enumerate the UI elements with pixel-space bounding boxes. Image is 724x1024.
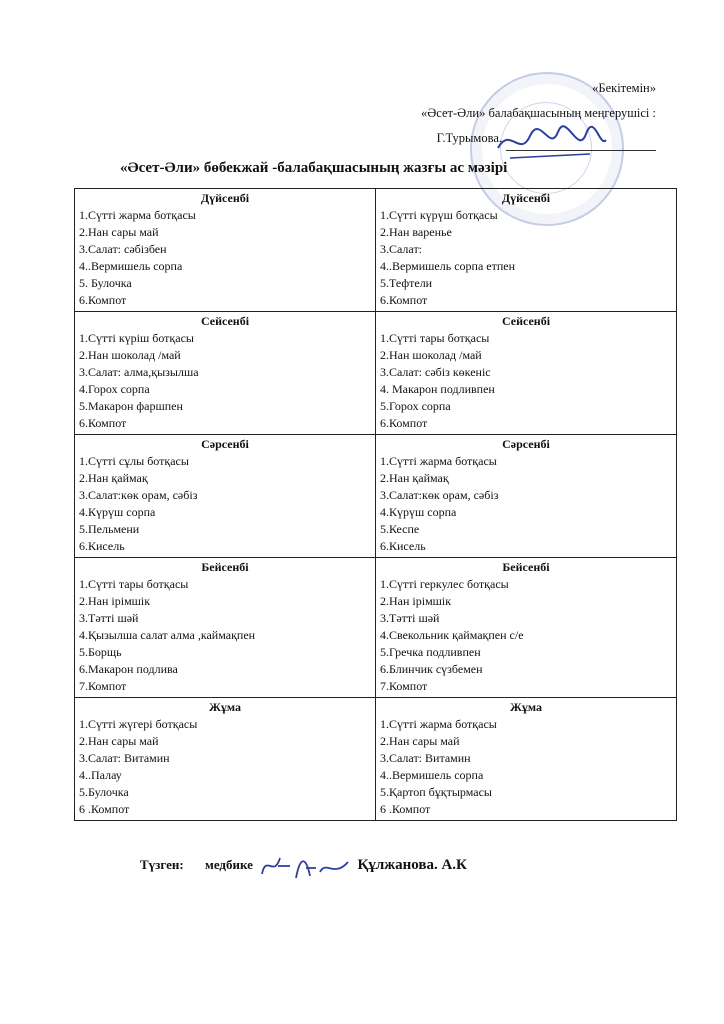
menu-item: 5.Булочка bbox=[79, 785, 129, 799]
compiled-label: Түзген: bbox=[140, 856, 184, 872]
day-name: Дүйсенбі bbox=[200, 191, 250, 205]
day-name: Дүйсенбі bbox=[501, 191, 551, 205]
menu-item: 5.Пельмени bbox=[79, 522, 140, 536]
menu-item: 1.Сүтті жарма ботқасы bbox=[79, 208, 196, 222]
menu-item: 3.Салат: сәбіз көкеніс bbox=[380, 365, 491, 379]
approval-signer bbox=[421, 126, 656, 151]
menu-item: 2.Нан вареньe bbox=[380, 225, 452, 239]
menu-item: 4..Вермишель сорпа bbox=[380, 768, 484, 782]
nurse-signature bbox=[256, 848, 354, 884]
approval-title: «Бекітемін» bbox=[592, 81, 656, 95]
menu-row bbox=[75, 189, 677, 312]
menu-item: 6.Кисель bbox=[380, 539, 426, 553]
menu-cell-left bbox=[75, 312, 376, 435]
menu-item: 3.Салат: Витамин bbox=[79, 751, 170, 765]
menu-item: 2.Нан сары май bbox=[79, 734, 159, 748]
menu-item: 1.Сүтті тары ботқасы bbox=[380, 331, 490, 345]
menu-row bbox=[75, 698, 677, 821]
menu-cell-left bbox=[75, 698, 376, 821]
menu-item: 7.Компот bbox=[79, 679, 127, 693]
menu-item: 5.Макарон фаршпен bbox=[79, 399, 183, 413]
menu-item: 2.Нан сары май bbox=[380, 734, 460, 748]
menu-row bbox=[75, 558, 677, 698]
day-name: Сәрсенбі bbox=[201, 437, 249, 451]
menu-item: 2.Нан сары май bbox=[79, 225, 159, 239]
menu-item: 3.Тәтті шәй bbox=[380, 611, 440, 625]
menu-row bbox=[75, 312, 677, 435]
day-name: Сейсенбі bbox=[200, 314, 250, 328]
menu-item: 6 .Компот bbox=[380, 802, 431, 816]
nurse-name: Құлжанова. А.К bbox=[357, 856, 467, 873]
menu-table bbox=[74, 188, 677, 821]
menu-item: 1.Сүтті жарма ботқасы bbox=[380, 717, 497, 731]
menu-item: 1.Сүтті сұлы ботқасы bbox=[79, 454, 189, 468]
day-name: Жұма bbox=[510, 700, 542, 714]
menu-item: 6.Компот bbox=[79, 293, 127, 307]
menu-item: 4.Күрүш сорпа bbox=[380, 505, 457, 519]
page-title: «Әсет-Әли» бөбекжай -балабақшасының жазғы ас мәзірі bbox=[120, 160, 508, 176]
menu-item: 6 .Компот bbox=[79, 802, 130, 816]
menu-item: 3.Тәтті шәй bbox=[79, 611, 139, 625]
menu-item: 2.Нан ірімшік bbox=[380, 594, 452, 608]
menu-item: 4.Күрүш сорпа bbox=[79, 505, 156, 519]
menu-cell-left bbox=[75, 558, 376, 698]
menu-item: 3.Салат: Витамин bbox=[380, 751, 471, 765]
signature-line bbox=[506, 136, 656, 151]
menu-item: 5.Кеспе bbox=[380, 522, 420, 536]
menu-item: 5. Булочка bbox=[79, 276, 132, 290]
day-name: Сәрсенбі bbox=[502, 437, 550, 451]
menu-cell-right bbox=[376, 312, 677, 435]
menu-item: 4..Вермишель сорпа етпен bbox=[380, 259, 516, 273]
menu-cell-left bbox=[75, 189, 376, 312]
menu-item: 5.Борщь bbox=[79, 645, 122, 659]
day-name: Сейсенбі bbox=[501, 314, 551, 328]
menu-item: 4..Вермишель сорпа bbox=[79, 259, 183, 273]
menu-cell-left bbox=[75, 435, 376, 558]
menu-item: 6.Кисель bbox=[79, 539, 125, 553]
menu-item: 5.Тефтели bbox=[380, 276, 433, 290]
menu-item: 6.Компот bbox=[380, 293, 428, 307]
menu-cell-right bbox=[376, 558, 677, 698]
menu-item: 6.Блинчик сүзбемен bbox=[380, 662, 483, 676]
menu-item: 3.Салат: алма,қызылша bbox=[79, 365, 199, 379]
menu-item: 3.Салат:көк орам, сәбіз bbox=[79, 488, 198, 502]
day-name: Бейсенбі bbox=[201, 560, 249, 574]
menu-item: 4. Макарон подливпен bbox=[380, 382, 495, 396]
menu-item: 6.Компот bbox=[79, 416, 127, 430]
day-name: Бейсенбі bbox=[502, 560, 550, 574]
menu-item: 5.Горох сорпа bbox=[380, 399, 451, 413]
menu-cell-right bbox=[376, 698, 677, 821]
menu-item: 2.Нан шоколад /май bbox=[79, 348, 181, 362]
menu-item: 1.Сүтті геркулес ботқасы bbox=[380, 577, 509, 591]
menu-item: 6.Компот bbox=[380, 416, 428, 430]
approval-position: «Әсет-Әли» балабақшасының меңгерушісі : bbox=[421, 106, 656, 120]
menu-item: 1.Сүтті күріш ботқасы bbox=[79, 331, 194, 345]
menu-item: 2.Нан қаймақ bbox=[79, 471, 148, 485]
nurse-role: медбике bbox=[204, 856, 253, 872]
approval-block bbox=[421, 76, 656, 151]
menu-item: 3.Салат:көк орам, сәбіз bbox=[380, 488, 499, 502]
menu-item: 2.Нан шоколад /май bbox=[380, 348, 482, 362]
menu-item: 3.Салат: сәбізбен bbox=[79, 242, 167, 256]
menu-cell-right bbox=[376, 189, 677, 312]
menu-item: 7.Компот bbox=[380, 679, 428, 693]
menu-item: 4.Қызылша салат алма ,каймақпен bbox=[79, 628, 256, 642]
menu-item: 4.Свекольник қаймақпен с/е bbox=[380, 628, 524, 642]
menu-cell-right bbox=[376, 435, 677, 558]
menu-item: 1.Сүтті жарма ботқасы bbox=[380, 454, 497, 468]
footer bbox=[140, 848, 467, 884]
menu-item: 2.Нан ірімшік bbox=[79, 594, 151, 608]
day-name: Жұма bbox=[209, 700, 241, 714]
approver-name: Г.Турымова. bbox=[436, 131, 502, 145]
menu-item: 1.Сүтті тары ботқасы bbox=[79, 577, 189, 591]
menu-item: 6.Макарон подлива bbox=[79, 662, 178, 676]
menu-item: 4..Палау bbox=[79, 768, 122, 782]
menu-item: 3.Салат: bbox=[380, 242, 423, 256]
menu-item: 5.Қартоп бұқтырмасы bbox=[380, 785, 492, 799]
menu-item: 1.Сүтті күрүш ботқасы bbox=[380, 208, 498, 222]
menu-item: 4.Горох сорпа bbox=[79, 382, 150, 396]
menu-item: 1.Сүтті жүгері ботқасы bbox=[79, 717, 198, 731]
menu-row bbox=[75, 435, 677, 558]
menu-item: 2.Нан қаймақ bbox=[380, 471, 449, 485]
menu-item: 5.Гречка подливпен bbox=[380, 645, 481, 659]
